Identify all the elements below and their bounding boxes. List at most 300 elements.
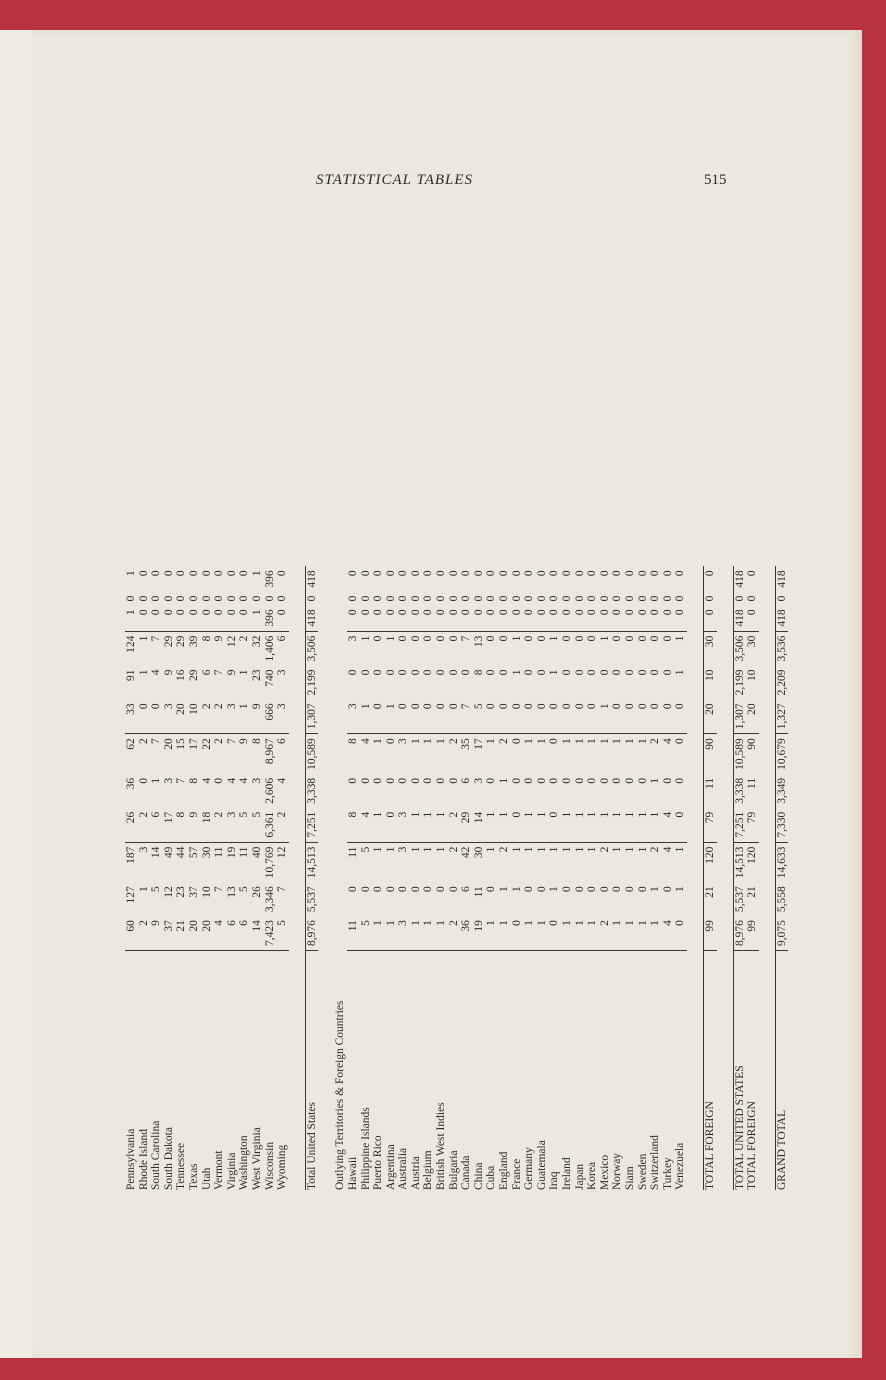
table-cell: 8 [472,669,485,676]
row-label: England [498,1151,511,1190]
table-cell: 0 [163,605,176,631]
table-cell: 0 [586,777,599,784]
table-cell: 2 [448,808,461,842]
row-label: Hawaii [346,1156,359,1190]
row-label: Rhode Island [137,1128,150,1190]
table-cell: 3 [276,699,289,733]
table-cell: 0 [548,808,561,842]
table-cell: 0 [435,595,448,602]
table-cell: 0 [397,777,410,784]
table-cell: 1 [624,916,637,950]
table-cell: 7 [213,669,226,676]
table-cell: 0 [150,699,163,733]
table-cell: 0 [548,570,561,577]
table-cell: 6 [460,886,473,892]
table-cell: 1 [372,738,385,744]
table-cell: 1 [574,808,587,842]
table-cell: 0 [372,605,385,631]
foreign-row [599,566,612,1190]
table-cell: 0 [485,777,498,784]
table-cell: 7,330 [775,808,788,842]
table-cell: 0 [409,595,422,602]
table-cell: 8,976 [733,916,746,950]
row-label: TOTAL FOREIGN [703,951,716,1191]
table-cell: 30 [472,846,485,859]
table-cell: 0 [746,570,759,577]
row-label: South Dakota [162,1127,175,1190]
table-cell: 0 [435,886,448,892]
table-cell: 0 [623,777,636,784]
table-cell: 0 [460,605,473,631]
table-cell: 0 [611,777,624,784]
table-cell: 0 [586,699,599,733]
table-cell: 0 [276,605,289,631]
table-cell: 396 [263,570,276,588]
table-cell: 0 [238,605,251,631]
table-cell: 418 [733,566,746,591]
foreign-row [372,566,385,1190]
table-cell: 0 [213,595,226,602]
table-cell: 0 [548,605,561,631]
foreign-row [347,566,360,1190]
table-cell: 0 [137,777,150,784]
table-cell: 0 [409,669,422,676]
table-cell: 0 [623,570,636,577]
table-cell: 0 [661,595,674,602]
table-cell: 3 [397,808,410,842]
table-cell: 1 [561,916,574,950]
table-cell: 418 [733,605,746,631]
table-cell: 0 [138,605,151,631]
foreign-row [536,566,549,1190]
table-cell: 0 [561,669,573,676]
table-cell: 0 [435,635,448,642]
table-cell: 1 [485,846,498,853]
table-cell: 1 [435,916,448,950]
table-cell: 4 [238,777,251,784]
table-cell: 11 [746,777,759,789]
table-cell: 2,199 [305,666,318,700]
table-cell: 99 [703,916,716,950]
table-cell: 1 [548,886,561,892]
table-cell: 7 [460,699,473,733]
table-cell: 1 [586,738,599,744]
table-cell: 0 [460,570,473,577]
table-cell: 6 [238,916,251,950]
table-cell: 2,209 [775,666,788,700]
table-cell: 20 [703,699,716,733]
table-cell: 17 [472,738,485,750]
table-cell: 0 [346,595,359,602]
table-cell: 0 [636,595,649,602]
table-cell: 0 [187,570,200,577]
table-cell: 3 [397,846,410,853]
table-cell: 0 [561,570,573,577]
table-cell: 1 [623,738,636,744]
table-cell: 0 [372,777,385,784]
table-cell: 0 [485,570,498,577]
table-cell: 1 [384,846,397,853]
table-cell: 1 [637,916,650,950]
table-cell: 1 [498,886,511,892]
table-cell: 0 [611,595,624,602]
table-cell: 0 [359,595,372,602]
row-label: Tennessee [175,1142,188,1190]
table-cell: 0 [238,570,251,577]
table-cell: 14,513 [733,842,746,882]
table-cell: 1 [410,808,423,842]
table-cell: 0 [250,595,263,602]
table-cell: 0 [422,595,435,602]
table-cell: 1 [611,738,624,744]
table-cell: 0 [636,669,649,676]
table-cell: 1 [611,916,624,950]
table-cell: 1 [523,846,536,853]
table-cell: 4 [661,846,674,853]
table-cell: 0 [661,669,674,676]
table-cell: 0 [674,777,687,784]
table-cell: 124 [125,635,137,653]
table-cell: 79 [703,808,716,842]
table-cell: 3,506 [305,631,318,665]
table-cell: 0 [649,570,662,577]
table-cell: 1 [623,846,636,853]
table-cell: 418 [305,566,318,591]
table-cell: 10 [200,886,213,898]
table-cell: 1 [372,916,385,950]
row-label: Washington [238,1135,251,1190]
table-cell: 29 [460,808,473,842]
row-label: Korea [586,1161,599,1190]
table-cell: 3 [250,777,263,784]
total-foreign-row [703,566,716,1190]
table-cell: 44 [175,846,188,859]
table-cell: 0 [598,777,611,784]
table-cell: 0 [535,886,548,892]
table-cell: 5,537 [305,882,318,916]
table-cell: 0 [347,605,360,631]
table-cell: 0 [385,605,398,631]
row-label: GRAND TOTAL [775,951,788,1191]
table-cell: 0 [573,595,586,602]
table-cell: 4 [662,916,675,950]
row-label: Bulgaria [447,1150,460,1190]
table-cell: 0 [397,595,410,602]
state-row [251,566,264,1190]
table-cell: 7 [213,886,226,892]
table-cell: 0 [225,595,238,602]
table-cell: 3,338 [733,774,746,808]
grand-total-row [775,566,788,1190]
table-cell: 0 [586,570,599,577]
row-label: Puerto Rico [372,1135,385,1190]
table-cell: 4 [213,916,226,950]
row-label: South Carolina [150,1120,163,1190]
table-cell: 0 [636,886,649,892]
table-cell: 0 [447,635,460,642]
table-cell: 1 [548,846,561,853]
table-cell: 0 [485,595,498,602]
table-cell: 1 [536,808,549,842]
table-cell: 23 [250,669,263,681]
table-cell: 23 [175,886,188,898]
table-cell: 14 [150,846,163,859]
table-cell: 0 [346,669,359,676]
table-cell: 90 [703,734,716,774]
table-cell: 4 [662,808,675,842]
table-cell: 0 [448,699,461,733]
table-cell: 1 [574,916,587,950]
table-cell: 1 [636,738,649,744]
table-cell: 0 [511,916,524,950]
table-cell: 5 [238,886,251,892]
table-cell: 0 [150,605,163,631]
table-cell: 99 [746,916,759,950]
table-cell: 1 [674,886,687,892]
table-cell: 0 [649,669,662,676]
table-cell: 0 [276,570,289,577]
foreign-row [523,566,536,1190]
table-cell: 187 [125,846,137,864]
foreign-row [397,566,410,1190]
table-cell: 0 [498,605,511,631]
table-cell: 0 [573,570,586,577]
table-cell: 4 [150,669,163,676]
table-cell: 0 [598,669,611,676]
table-cell: 1 [409,738,422,744]
table-cell: 0 [384,669,397,676]
table-cell: 0 [775,592,788,606]
state-row [175,566,188,1190]
table-cell: 0 [623,886,636,892]
table-cell: 0 [409,635,422,642]
table-cell: 0 [586,605,599,631]
foreign-row [561,566,574,1190]
table-cell: 0 [623,595,636,602]
table-cell: 1,327 [775,699,788,733]
foreign-row [637,566,650,1190]
table-cell: 30 [200,846,213,859]
table-cell: 3 [347,699,360,733]
row-spacer [289,566,306,1190]
table-cell: 0 [422,635,435,642]
left-page-edge [0,30,33,1358]
table-cell: 3 [162,777,175,784]
table-cell: 37 [187,886,200,898]
row-spacer [759,566,776,1190]
table-cell: 8,976 [305,916,318,950]
foreign-row [473,566,486,1190]
table-cell: 0 [510,570,523,577]
row-spacer [318,566,334,1190]
table-cell: 0 [473,605,486,631]
foreign-row [498,566,511,1190]
table-cell: 0 [384,570,397,577]
table-cell: 0 [485,699,498,733]
table-cell: 5 [238,808,251,842]
table-cell: 0 [385,808,398,842]
table-cell: 40 [250,846,263,859]
table-cell: 5 [359,846,372,853]
table-cell: 0 [511,808,524,842]
table-cell: 0 [574,699,587,733]
table-cell: 8 [346,738,359,744]
table-cell: 8 [250,738,263,744]
table-cell: 1 [435,738,448,744]
row-label: Pennsylvania [125,1128,137,1190]
table-cell: 5 [251,808,264,842]
table-cell: 1 [561,738,573,744]
table-cell: 5 [360,916,373,950]
table-cell: 3 [226,808,239,842]
table-cell: 6 [226,916,239,950]
table-cell: 35 [460,738,473,750]
table-cell: 1 [523,738,536,744]
table-cell: 0 [674,738,687,744]
table-cell: 2 [448,916,461,950]
table-cell: 0 [523,886,536,892]
table-cell: 0 [422,699,435,733]
table-cell: 21 [703,882,716,916]
table-cell: 9 [225,669,238,676]
table-cell: 0 [201,605,214,631]
table-cell: 0 [703,592,716,606]
table-cell: 0 [586,669,599,676]
table-cell: 11 [347,916,360,950]
table-cell: 0 [213,777,226,784]
table-cell: 4 [661,738,674,744]
table-cell: 2 [447,846,460,853]
row-label: Venezuela [674,1142,687,1190]
row-label: Norway [611,1152,624,1190]
summary-row [733,566,746,1190]
book-cover-edge [862,30,886,1358]
table-cell: 0 [637,699,650,733]
table-cell: 1 [498,916,511,950]
table-cell: 0 [535,635,548,642]
table-cell: 2 [213,808,226,842]
table-cell: 1 [510,669,523,676]
table-cell: 0 [548,916,561,950]
table-cell: 1 [372,846,385,853]
table-cell: 0 [372,669,385,676]
table-cell: 0 [510,777,523,784]
state-row [163,566,176,1190]
table-cell: 0 [422,777,435,784]
row-label: Vermont [213,1150,226,1190]
table-cell: 1 [649,808,662,842]
table-cell: 0 [435,570,448,577]
table-cell: 60 [125,916,138,950]
table-cell: 1 [598,738,611,744]
table-cell: 0 [523,605,536,631]
table-cell: 0 [661,635,674,642]
table-cell: 13 [472,635,485,648]
table-cell: 0 [137,595,150,602]
table-cell: 0 [150,570,163,577]
table-cell: 0 [611,605,624,631]
table-cell: 21 [175,916,188,950]
table-cell: 1 [535,738,548,744]
table-cell: 418 [775,566,788,591]
row-label: China [472,1162,485,1190]
table-cell: 11 [238,846,251,858]
table-cell: 9 [251,699,264,733]
table-cell: 7 [276,886,289,892]
table-cell: 0 [746,595,759,602]
table-cell: 1 [125,570,137,577]
table-cell: 1 [360,699,373,733]
table-cell: 9 [150,916,163,950]
table-cell: 0 [703,605,716,631]
table-cell: 0 [498,635,511,642]
row-label: Switzerland [649,1135,662,1190]
table-cell: 20 [201,916,214,950]
row-label: Wyoming [276,1144,289,1190]
table-cell: 0 [548,595,561,602]
table-cell: 0 [384,738,397,744]
table-cell: 1 [385,916,398,950]
table-cell: 120 [703,842,716,882]
table-cell: 0 [138,699,151,733]
table-cell: 3 [226,699,239,733]
table-cell: 11 [703,774,716,808]
table-cell: 0 [346,777,359,784]
table-cell: 0 [674,808,687,842]
table-cell: 0 [409,570,422,577]
table-cell: 1 [485,738,498,744]
table-cell: 0 [175,595,188,602]
foreign-row [410,566,423,1190]
table-cell: 8 [347,808,360,842]
table-cell: 1 [674,846,687,853]
table-cell: 12 [162,886,175,898]
table-cell: 8 [200,635,213,642]
table-cell: 8,967 [263,738,276,765]
table-cell: 0 [372,595,385,602]
table-cell: 1 [548,669,561,676]
table-cell: 1,307 [733,699,746,733]
foreign-row [422,566,435,1190]
table-cell: 0 [162,595,175,602]
table-cell: 0 [263,595,276,602]
row-spacer [717,566,734,1190]
foreign-row [662,566,675,1190]
table-cell: 0 [447,886,460,892]
table-cell: 3 [346,635,359,642]
table-cell: 0 [636,635,649,642]
table-cell: 2 [238,635,251,642]
table-cell: 26 [125,808,138,842]
table-cell: 1 [649,916,662,950]
table-cell: 0 [535,777,548,784]
table-cell: 0 [510,595,523,602]
table-cell: 0 [598,595,611,602]
state-row [188,566,201,1190]
state-row [226,566,239,1190]
state-row [150,566,163,1190]
table-cell: 396 [264,605,277,631]
table-cell: 0 [649,605,662,631]
table-cell: 6 [150,808,163,842]
table-cell: 0 [498,595,511,602]
foreign-row [448,566,461,1190]
table-cell: 17 [187,738,200,750]
table-cell: 0 [674,699,687,733]
table-cell: 3,346 [263,886,276,913]
table-cell: 0 [137,570,150,577]
table-cell: 3,349 [775,774,788,808]
